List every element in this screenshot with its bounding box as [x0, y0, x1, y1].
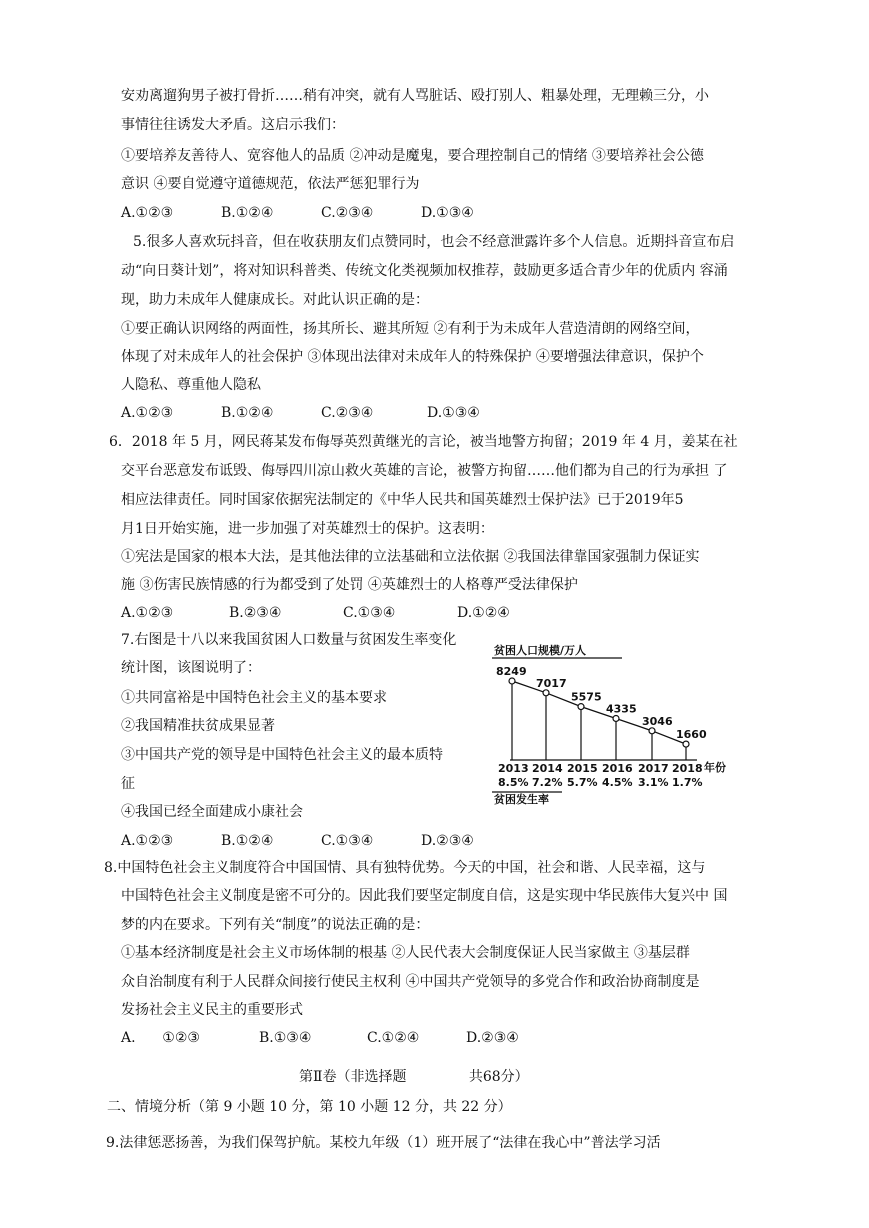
q6-option-d: D.①②④ — [457, 605, 510, 621]
q8-option-d: D.②③④ — [466, 1030, 519, 1046]
q9-line: 9.法律惩恶扬善，为我们保驾护航。某校九年级（1）班开展了“法律在我心中”普法学习活 — [106, 1135, 661, 1151]
chart-title: 贫困人口规模/万人 — [494, 644, 587, 657]
q8-line: ①基本经济制度是社会主义市场体制的根基 ②人民代表大会制度保证人民当家做主 ③基层群 — [121, 945, 690, 961]
q7-line: 统计图，该图说明了： — [121, 660, 261, 676]
q5-option-d: D.①③④ — [427, 405, 480, 421]
x-axis-title: 年份 — [704, 761, 726, 774]
data-point — [509, 678, 515, 684]
rate-title: 贫困发生率 — [494, 793, 549, 806]
q5-line: 动“向日葵计划”，将对知识科普类、传统文化类视频加权推荐，鼓励更多适合青少年的优质内 容涌 — [121, 263, 728, 279]
q8-option-c: C.①②④ — [367, 1030, 420, 1046]
x-tick-label: 2016 — [602, 762, 633, 775]
x-tick-label: 2015 — [567, 762, 598, 775]
q7-option-b: B.①②④ — [221, 833, 274, 849]
q7-option-a: A.①②③ — [121, 833, 174, 849]
q4-line: ①要培养友善待人、宽容他人的品质 ②冲动是魔鬼，要合理控制自己的情绪 ③要培养社会公德 — [121, 148, 704, 164]
q4-line: 安劝离遛狗男子被打骨折……稍有冲突，就有人骂脏话、殴打别人、粗暴处理，无理赖三分，小 — [121, 88, 709, 104]
q7-line: ①共同富裕是中国特色社会主义的基本要求 — [121, 690, 387, 706]
data-point — [649, 728, 655, 734]
q8-line: 梦的内在要求。下列有关“制度”的说法正确的是： — [121, 917, 430, 933]
q4-option-d: D.①③④ — [421, 205, 474, 221]
q7-line: 征 — [121, 776, 135, 792]
data-point — [683, 741, 689, 747]
q5-line: 现，助力未成年人健康成长。对此认识正确的是： — [121, 292, 429, 308]
value-label: 3046 — [642, 714, 673, 728]
data-point — [578, 704, 584, 710]
value-label: 4335 — [606, 702, 637, 716]
q5-line: 人隐私、尊重他人隐私 — [121, 377, 261, 393]
q5-line: 5.很多人喜欢玩抖音，但在收获朋友们点赞同时，也会不经意泄露许多个人信息。近期抖音宣布启 — [133, 234, 735, 250]
q8-line: 发扬社会主义民主的重要形式 — [121, 1002, 303, 1018]
q7-line: ②我国精准扶贫成果显著 — [121, 718, 275, 734]
q5-line: ①要正确认识网络的两面性，扬其所长、避其所短 ②有利于为未成年人营造清朗的网络空间， — [121, 321, 700, 337]
q7-line: 7.右图是十八以来我国贫困人口数量与贫困发生率变化 — [121, 632, 457, 648]
value-label: 1660 — [676, 728, 707, 742]
data-point — [613, 715, 619, 721]
q6-line: 施 ③伤害民族情感的行为都受到了处罚 ④英雄烈士的人格尊严受法律保护 — [121, 577, 578, 593]
poverty-chart — [492, 643, 738, 813]
q6-line: 6．2018 年 5 月，网民蒋某发布侮辱英烈黄继光的言论，被当地警方拘留；2019 年 4 月，姜某在社 — [109, 434, 738, 450]
q8-option-a: A. ①②③ — [121, 1030, 200, 1046]
rate-label: 4.5% — [602, 776, 633, 789]
q4-line: 事情往往诱发大矛盾。这启示我们： — [121, 117, 345, 133]
q6-line: 交平台恶意发布诋毁、侮辱四川凉山救火英雄的言论，被警方拘留……他们都为自己的行为承担 了 — [121, 463, 728, 479]
q7-line: ③中国共产党的领导是中国特色社会主义的最本质特 — [121, 747, 443, 763]
rate-label: 1.7% — [672, 776, 703, 789]
value-label: 7017 — [536, 676, 567, 690]
q8-line: 中国特色社会主义制度是密不可分的。因此我们要坚定制度自信，这是实现中华民族伟大复兴中 国 — [121, 888, 728, 904]
x-tick-label: 2014 — [532, 762, 563, 775]
x-tick-label: 2017 — [638, 762, 669, 775]
q8-option-b: B.①③④ — [259, 1030, 312, 1046]
q4-option-a: A.①②③ — [121, 205, 174, 221]
q6-option-a: A.①②③ — [121, 605, 174, 621]
section-2-subheading: 二、情境分析（第 9 小题 10 分，第 10 小题 12 分，共 22 分） — [107, 1099, 512, 1115]
q4-option-b: B.①②④ — [221, 205, 274, 221]
value-label: 8249 — [496, 665, 527, 678]
q4-option-c: C.②③④ — [321, 205, 374, 221]
q5-option-c: C.②③④ — [321, 405, 374, 421]
q6-line: ①宪法是国家的根本大法，是其他法律的立法基础和立法依据 ②我国法律靠国家强制力保证实 — [121, 549, 700, 565]
q6-option-c: C.①③④ — [343, 605, 396, 621]
q6-line: 相应法律责任。同时国家依据宪法制定的《中华人民共和国英雄烈士保护法》已于2019年5 — [121, 492, 684, 508]
x-tick-label: 2018 — [672, 762, 703, 775]
q6-line: 月1日开始实施，进一步加强了对英雄烈士的保护。这表明： — [121, 521, 494, 537]
rate-label: 3.1% — [638, 776, 669, 789]
q5-line: 体现了对未成年人的社会保护 ③体现出法律对未成年人的特殊保护 ④要增强法律意识，保护个 — [121, 349, 704, 365]
data-point — [543, 690, 549, 696]
q6-option-b: B.②③④ — [229, 605, 282, 621]
rate-label: 8.5% — [498, 776, 529, 789]
q7-line: ④我国已经全面建成小康社会 — [121, 804, 303, 820]
q8-line: 8.中国特色社会主义制度符合中国国情、具有独特优势。今天的中国，社会和谐、人民幸福，这与 — [104, 860, 706, 876]
q8-line: 众自治制度有利于人民群众间接行使民主权利 ④中国共产党领导的多党合作和政治协商制度是 — [121, 974, 700, 990]
q7-option-c: C.①③④ — [321, 833, 374, 849]
x-tick-label: 2013 — [498, 762, 529, 775]
q5-option-b: B.①②④ — [221, 405, 274, 421]
q4-line: 意识 ④要自觉遵守道德规范，依法严惩犯罪行为 — [121, 176, 420, 192]
rate-label: 7.2% — [532, 776, 563, 789]
rate-label: 5.7% — [567, 776, 598, 789]
q7-option-d: D.②③④ — [421, 833, 474, 849]
q5-option-a: A.①②③ — [121, 405, 174, 421]
section-2-heading: 第Ⅱ卷（非选择题 共68分） — [299, 1069, 529, 1085]
value-label: 5575 — [571, 690, 602, 704]
